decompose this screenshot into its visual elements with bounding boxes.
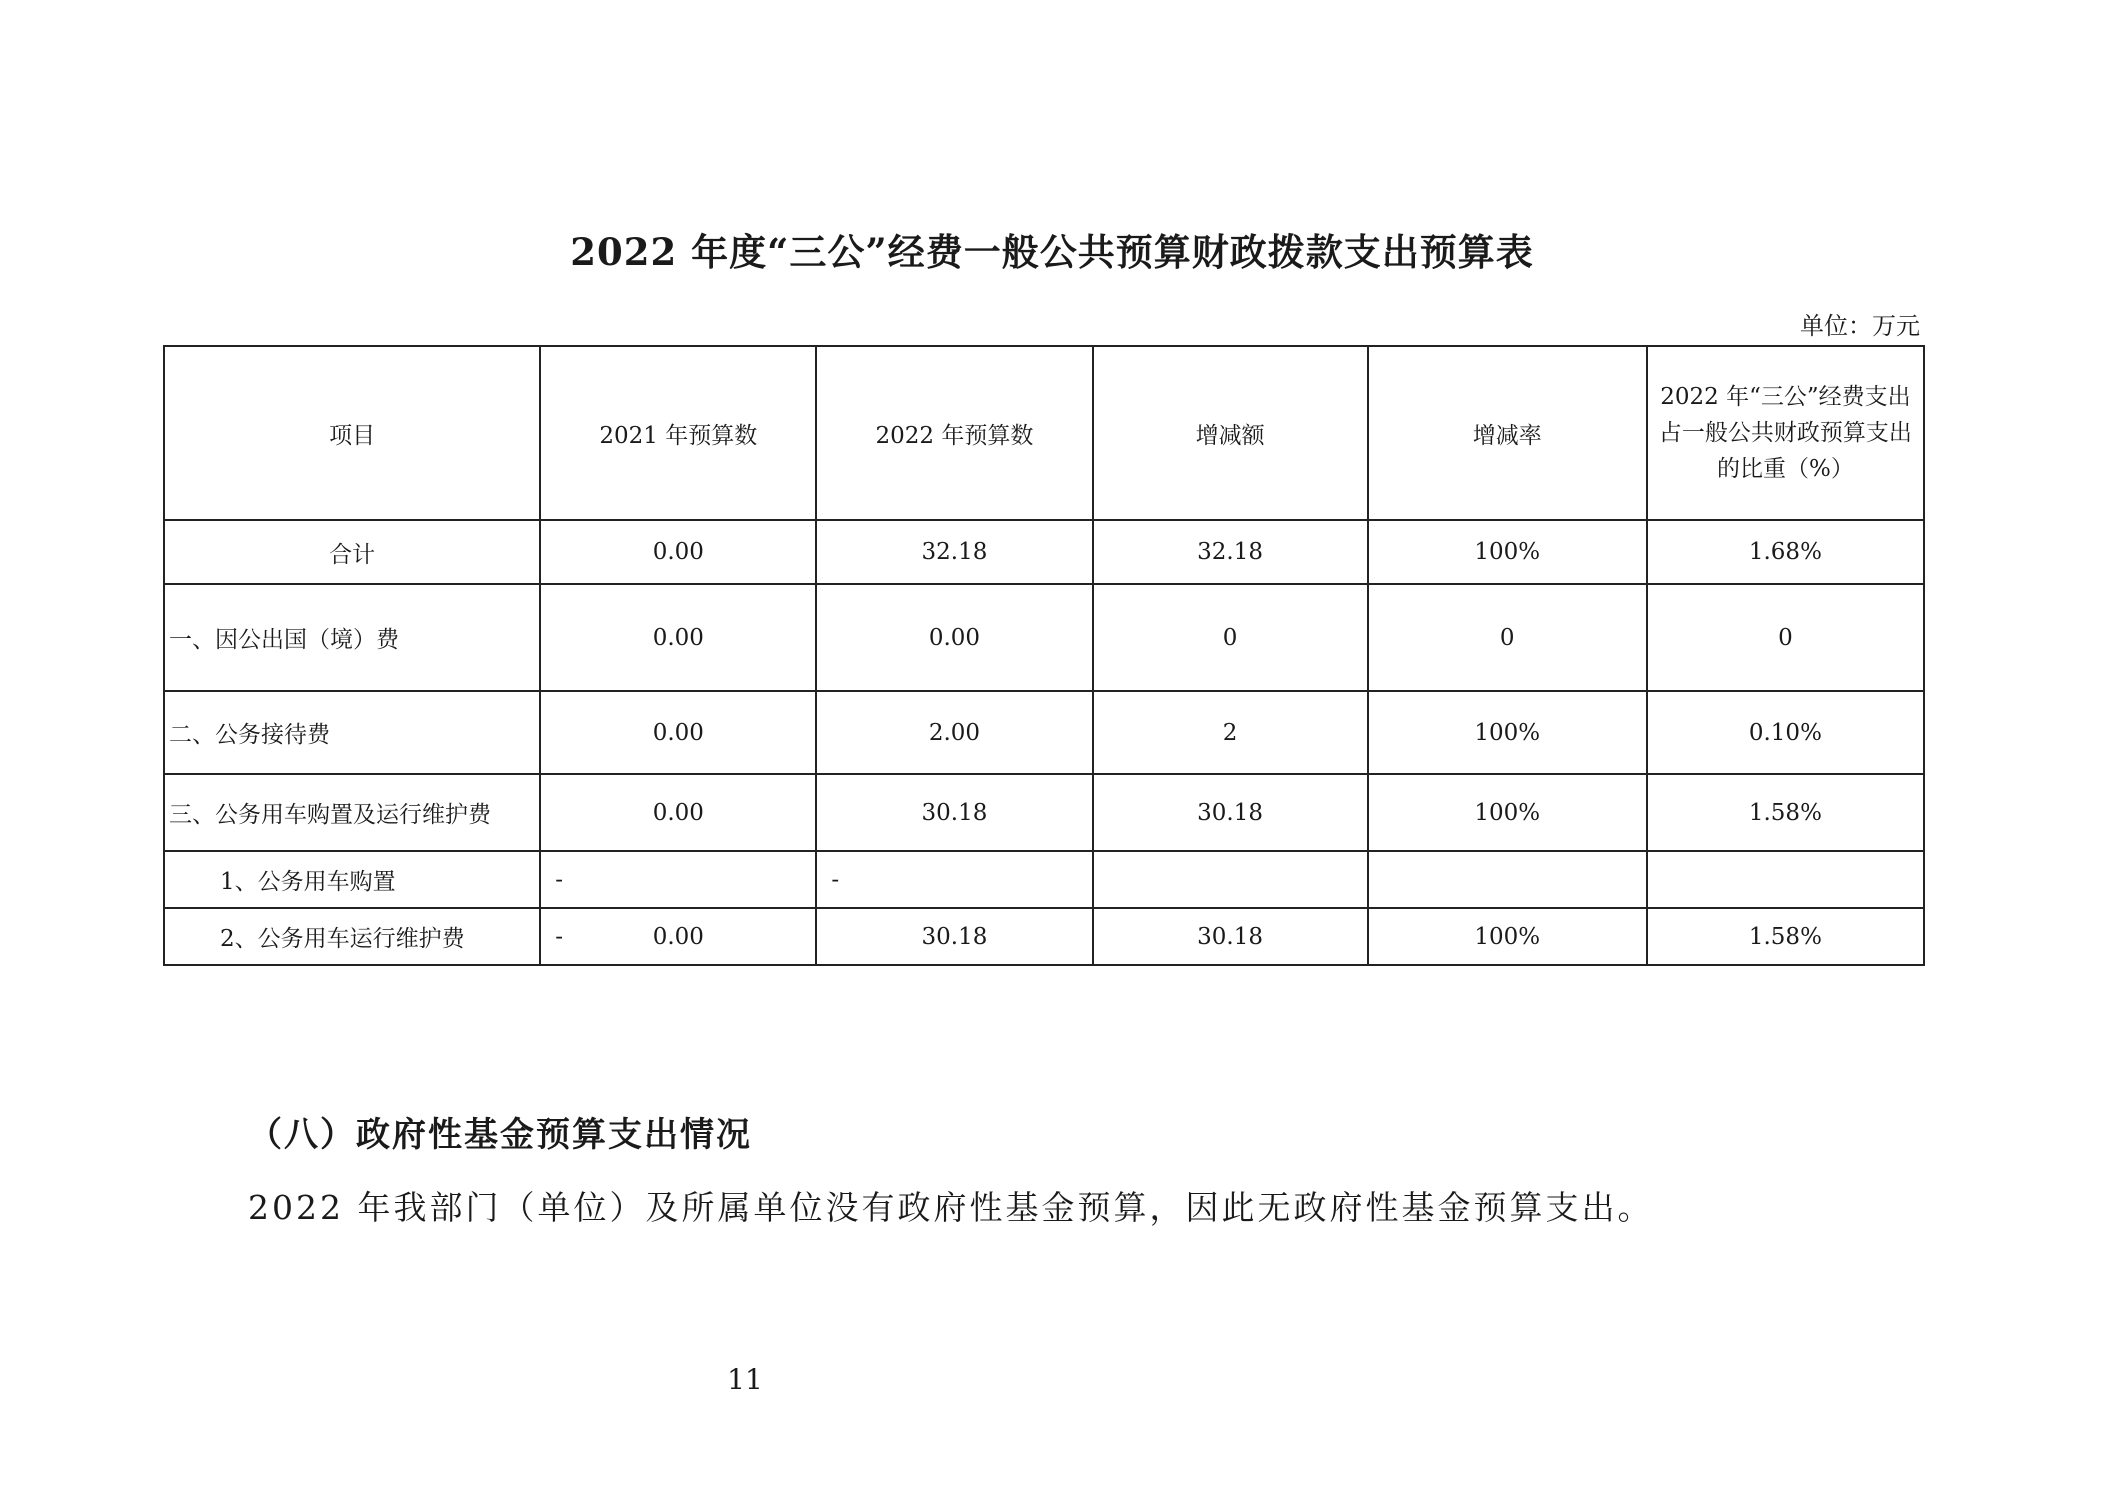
cell-2021: 0.00 [540, 774, 816, 851]
cell-2021: 0.00 [540, 520, 816, 584]
table-header-row [164, 346, 1924, 520]
row-item: 2、公务用车运行维护费 [164, 908, 540, 965]
table-title: 2022 年度“三公”经费一般公共预算财政拨款支出预算表 [570, 230, 1534, 274]
section-paragraph: 2022 年我部门（单位）及所属单位没有政府性基金预算，因此无政府性基金预算支出。 [248, 1188, 1654, 1227]
cell-2022: 30.18 [816, 908, 1092, 965]
unit-label: 单位：万元 [1800, 312, 1920, 340]
cell-2022 [816, 851, 1092, 908]
cell-rate: 100% [1368, 691, 1647, 774]
cell-2022: 0.00 [816, 584, 1092, 691]
header-item: 项目 [164, 346, 540, 520]
cell-2021 [540, 851, 816, 908]
cell-2021-dash: - [555, 866, 564, 893]
section-heading: （八）政府性基金预算支出情况 [248, 1115, 752, 1155]
cell-change: 30.18 [1093, 774, 1368, 851]
cell-share: 1.68% [1647, 520, 1924, 584]
cell-change: 2 [1093, 691, 1368, 774]
cell-2021: 0.00 [540, 584, 816, 691]
cell-change: 32.18 [1093, 520, 1368, 584]
cell-2022: 32.18 [816, 520, 1092, 584]
header-change-rate: 增减率 [1368, 346, 1647, 520]
row-item: 一、因公出国（境）费 [164, 584, 540, 691]
cell-share: 0 [1647, 584, 1924, 691]
cell-2021-value: 0.00 [652, 923, 704, 950]
row-item: 二、公务接待费 [164, 691, 540, 774]
cell-share: 1.58% [1647, 774, 1924, 851]
header-2021-budget: 2021 年预算数 [540, 346, 816, 520]
table-row [164, 774, 1924, 851]
table-row [164, 520, 1924, 584]
cell-2021 [540, 908, 816, 965]
cell-2021: 0.00 [540, 691, 816, 774]
cell-rate: 100% [1368, 774, 1647, 851]
cell-rate [1368, 851, 1647, 908]
cell-change: 0 [1093, 584, 1368, 691]
cell-share: 1.58% [1647, 908, 1924, 965]
page-number: 11 [727, 1363, 763, 1396]
budget-table [163, 345, 1925, 966]
cell-change [1093, 851, 1368, 908]
cell-rate: 100% [1368, 520, 1647, 584]
cell-change: 30.18 [1093, 908, 1368, 965]
row-item: 三、公务用车购置及运行维护费 [164, 774, 540, 851]
cell-share [1647, 851, 1924, 908]
header-change: 增减额 [1093, 346, 1368, 520]
row-item: 合计 [164, 520, 540, 584]
table-row [164, 691, 1924, 774]
table-row [164, 584, 1924, 691]
cell-rate: 0 [1368, 584, 1647, 691]
table-row [164, 908, 1924, 965]
table-row [164, 851, 1924, 908]
cell-2022: 2.00 [816, 691, 1092, 774]
cell-2021-dash: - [555, 923, 564, 950]
cell-2022: 30.18 [816, 774, 1092, 851]
header-share: 2022 年“三公”经费支出占一般公共财政预算支出的比重（%） [1647, 346, 1924, 520]
cell-rate: 100% [1368, 908, 1647, 965]
header-2022-budget: 2022 年预算数 [816, 346, 1092, 520]
cell-share: 0.10% [1647, 691, 1924, 774]
row-item: 1、公务用车购置 [164, 851, 540, 908]
cell-2022-dash: - [831, 866, 840, 893]
